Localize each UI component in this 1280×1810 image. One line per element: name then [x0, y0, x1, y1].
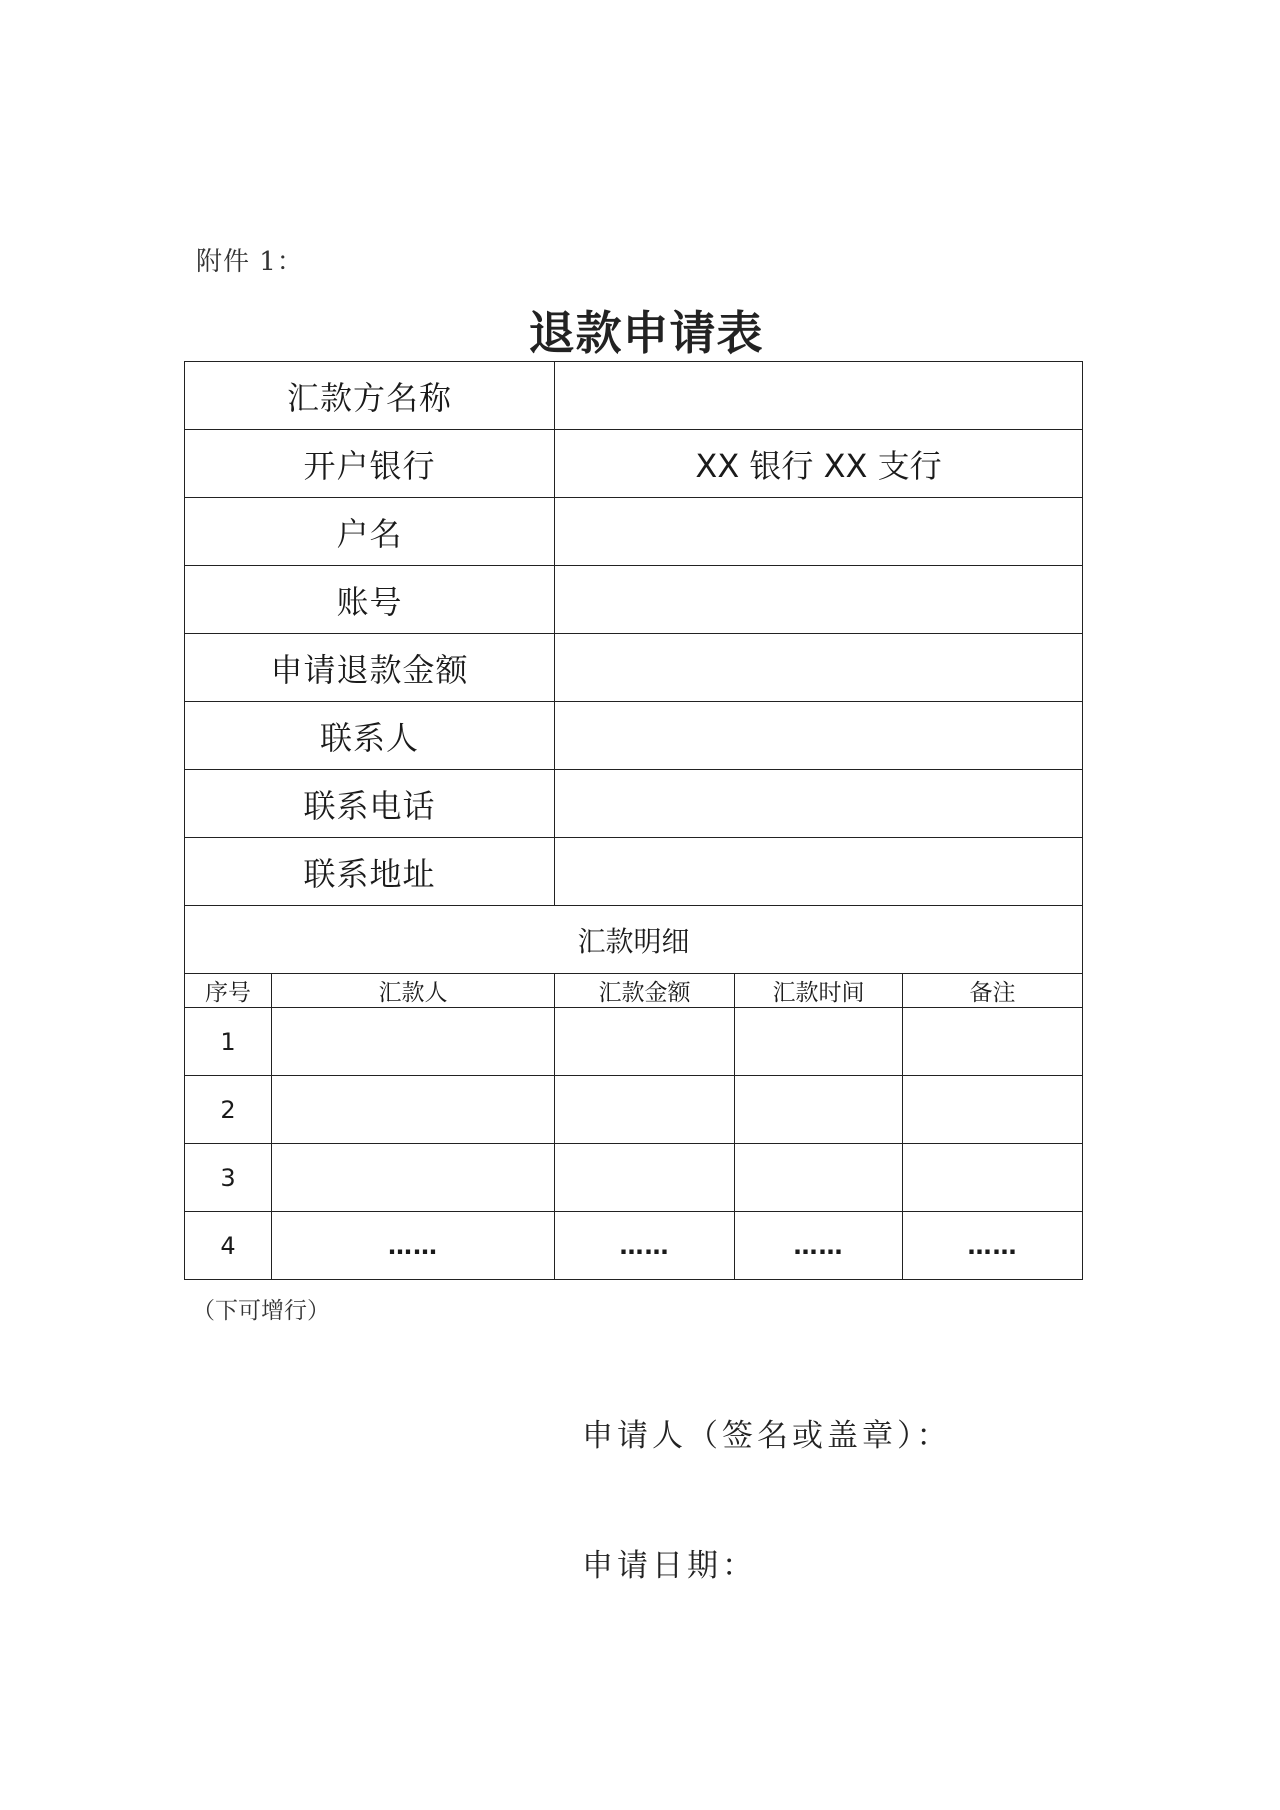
field-value: [555, 770, 1083, 838]
field-label: 联系人: [185, 702, 555, 770]
field-label: 申请退款金额: [185, 634, 555, 702]
refund-form-table: [184, 361, 1083, 1280]
row-index: 4: [185, 1212, 272, 1280]
cell-remitter: [272, 1076, 555, 1144]
table-row: [185, 1144, 1083, 1212]
column-header: 序号: [185, 974, 272, 1008]
field-value: [555, 362, 1083, 430]
field-value: [555, 498, 1083, 566]
column-header: 汇款时间: [735, 974, 903, 1008]
detail-section-row: [185, 906, 1083, 974]
cell-note: [903, 1144, 1083, 1212]
row-index: 2: [185, 1076, 272, 1144]
column-header: 汇款金额: [555, 974, 735, 1008]
detail-header-row: [185, 974, 1083, 1008]
field-label: 汇款方名称: [185, 362, 555, 430]
table-row: [185, 1008, 1083, 1076]
cell-remitter: ……: [272, 1212, 555, 1280]
info-row-refund-amount: [185, 634, 1083, 702]
info-row-remitter-name: [185, 362, 1083, 430]
add-rows-note: （下可增行）: [192, 1298, 330, 1324]
field-value: [555, 702, 1083, 770]
field-label: 联系地址: [185, 838, 555, 906]
column-header: 备注: [903, 974, 1083, 1008]
field-label: 户名: [185, 498, 555, 566]
cell-note: [903, 1008, 1083, 1076]
cell-time: [735, 1076, 903, 1144]
table-row: [185, 1212, 1083, 1280]
cell-remitter: [272, 1008, 555, 1076]
cell-amount: [555, 1076, 735, 1144]
application-date-label: 申请日期：: [582, 1548, 757, 1584]
cell-note: ……: [903, 1212, 1083, 1280]
info-row-contact-phone: [185, 770, 1083, 838]
info-row-contact-person: [185, 702, 1083, 770]
table-row: [185, 1076, 1083, 1144]
column-header: 汇款人: [272, 974, 555, 1008]
field-value: XX 银行 XX 支行: [555, 430, 1083, 498]
attachment-label: 附件 1：: [196, 247, 304, 277]
cell-time: [735, 1144, 903, 1212]
cell-remitter: [272, 1144, 555, 1212]
info-row-bank: [185, 430, 1083, 498]
field-value: [555, 634, 1083, 702]
field-value: [555, 838, 1083, 906]
applicant-signature-label: 申请人（签名或盖章）：: [582, 1418, 952, 1454]
field-label: 账号: [185, 566, 555, 634]
cell-amount: [555, 1008, 735, 1076]
info-row-contact-address: [185, 838, 1083, 906]
info-row-account-name: [185, 498, 1083, 566]
cell-amount: [555, 1144, 735, 1212]
cell-time: [735, 1008, 903, 1076]
field-label: 联系电话: [185, 770, 555, 838]
field-label: 开户银行: [185, 430, 555, 498]
cell-time: ……: [735, 1212, 903, 1280]
info-row-account-number: [185, 566, 1083, 634]
row-index: 1: [185, 1008, 272, 1076]
cell-amount: ……: [555, 1212, 735, 1280]
detail-section-title: 汇款明细: [185, 906, 1083, 974]
field-value: [555, 566, 1083, 634]
row-index: 3: [185, 1144, 272, 1212]
page-title: 退款申请表: [528, 306, 764, 360]
cell-note: [903, 1076, 1083, 1144]
